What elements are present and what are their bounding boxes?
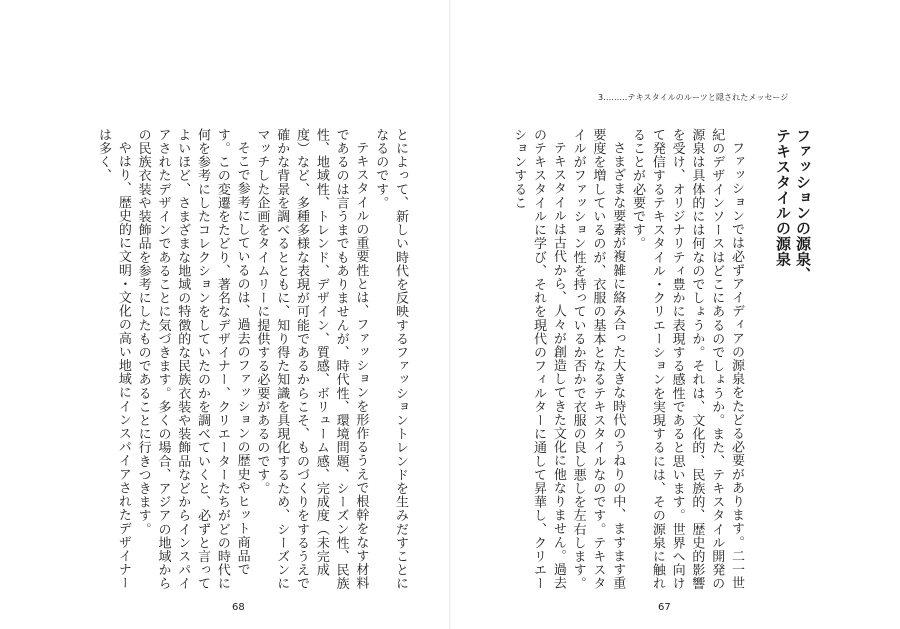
paragraph: テキスタイルは古代から、人々が創造してきた文化に他なりません。過去のテキスタイルに学び、それを現代のフィルターに通して昇華し、クリエーションするこ	[511, 128, 566, 591]
page-number-right: 67	[658, 602, 671, 613]
paragraph: やはり、歴史的に文明・文化の高い地域にインスパイアされたデザイナーは多く、	[96, 128, 131, 590]
section-heading	[753, 128, 813, 328]
left-page-body	[90, 128, 410, 593]
section-heading-line-2: テキスタイルの源泉	[774, 128, 792, 267]
right-page-body	[496, 128, 746, 593]
page-number-left: 68	[232, 602, 245, 613]
page-gutter	[449, 0, 451, 629]
paragraph: ファッションでは必ずアイディアの源泉をたどる必要があります。二一世紀のデザインソースはどこにあるのでしょうか。また、テキスタイル開発の源泉は具体的には何なのでしょうか。それは、文化的、民族的、歴史的影響を受け、オリジナリティ豊かに表現する感性であると思います。世界へ向けて発信するテキスタイル・クリエーションを実現するには、その源泉に触れることが必要です。	[630, 128, 744, 591]
paragraph: そこで参考にしているのは、過去のファッションの歴史やヒット商品です。この変遷をたどり、著名なデザイナー、クリエーターたちがどの時代に何を参考にしたコレクションをしていたのかを調べていくと、必ずと言ってよいほど、さまざまな地域の特徴的な民族衣装や装飾品などからインスパイアされたデザインであることに気づきます。多くの場合、アジアの地域からの民族衣装や装飾品を参考にしたものであることに行きつきます。	[135, 128, 250, 591]
paragraph: とによって、新しい時代を反映するファッショントレンドを生みだすことになるのです。	[373, 128, 408, 591]
running-head: 3………テキスタイルのルーツと隠されたメッセージ	[598, 93, 789, 102]
paragraph: さまざまな要素が複雑に絡み合った大きな時代のうねりの中、ますます重要度を増しているのが、衣服の基本となるテキスタイルなのです。テキスタイルがファッション性を持っているか否かで衣服の良し悪しを左右します。	[570, 128, 626, 591]
paragraph: テキスタイルの重要性とは、ファッションを形作るうえで根幹をなす材料であるのは言うまでもありませんが、時代性、環境問題、シーズン性、民族性、地域性、トレンド、デザイン、質感、ボリューム感、完成度（未完成度）など、多種多様な表現が可能であるからこそ、ものづくりをするうえで確かな背景を調べるとともに、知り得た知識を具現化するため、シーズンにマッチした企画をタイムリーに提供する必要があるのです。	[254, 128, 369, 591]
section-heading-line-1: ファッションの源泉、	[794, 128, 812, 282]
